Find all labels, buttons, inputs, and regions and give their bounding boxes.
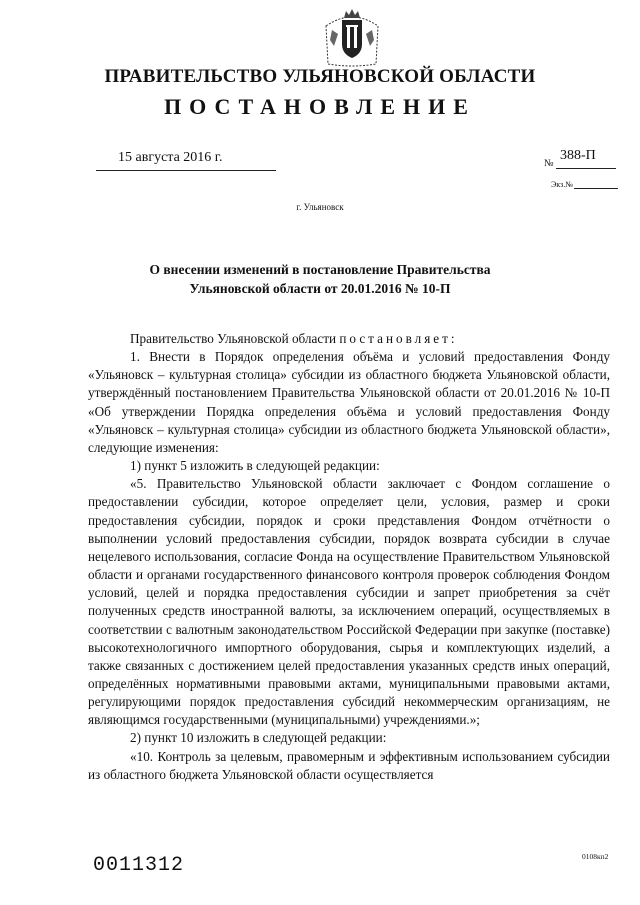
copy-number-underline [574, 188, 618, 189]
coat-of-arms-icon [322, 6, 382, 68]
title-line-1: О внесении изменений в постановление Правительства [149, 262, 491, 277]
city-name: г. Ульяновск [296, 202, 344, 212]
paragraph-2: 1) пункт 5 изложить в следующей редакции: [130, 458, 380, 474]
document-type: ПОСТАНОВЛЕНИЕ [164, 94, 476, 119]
number-sign: № [544, 158, 554, 169]
copy-number-label: Экз.№ [551, 180, 573, 189]
intro-lead: Правительство Ульяновской области [130, 331, 340, 346]
paragraph-1: 1. Внести в Порядок определения объёма и условий предоставления Фонду «Ульяновск – культурная столица» субсидии из областного бюджета Ульяновской области, утверждённый постановлением Правительства Ульяновской области от 20.01.2016 № 10-П «Об утверждении Порядка определения объёма и условий предоставления Фонду «Ульяновск – культурная столица» субсидии из областного бюджета Ульяновской области», следующие изменения: [88, 349, 610, 455]
intro-paragraph [88, 330, 610, 348]
government-name: ПРАВИТЕЛЬСТВО УЛЬЯНОВСКОЙ ОБЛАСТИ [104, 66, 536, 87]
paragraph-3: «5. Правительство Ульяновской области заключает с Фондом соглашение о предоставлении субсидии, которое определяет цели, условия, размер и сроки предоставления субсидии, порядок и сроки представления Фондом отчётности о выполнении условий предоставления субсидии, порядок возврата субсидии в случае нецелевого использования, согласие Фонда на осуществление Правительством Ульяновской области и органами государственного финансового контроля проверок соблюдения Фондом условий, целей и порядка предоставления субсидии и запрет приобретения за счёт полученных средств иностранной валюты, за исключением операций, осуществляемых в соответствии с валютным законодательством Российской Федерации при закупке (поставке) высокотехнологичного импортного оборудования, сырья и комплектующих изделий, а также связанных с достижением целей предоставления указанных средств иных операций, определённых нормативными правовыми актами, муниципальными правовыми актами, регулирующими порядок предоставления субсидий некоммерческим организациям, не являющимся государственными (муниципальными) учреждениями.»; [88, 476, 610, 728]
document-body [88, 330, 610, 784]
document-number: 388-П [560, 148, 596, 163]
title-line-2: Ульяновской области от 20.01.2016 № 10-П [189, 281, 451, 296]
paragraph-5: «10. Контроль за целевым, правомерным и эффективным использованием субсидии из областного бюджета Ульяновской области осуществляется [88, 748, 610, 782]
document-date: 15 августа 2016 г. [118, 150, 223, 165]
number-underline [556, 168, 616, 169]
date-underline [96, 170, 276, 171]
paragraph-4: 2) пункт 10 изложить в следующей редакции: [130, 730, 387, 746]
document-title [100, 260, 540, 298]
intro-verb: постановляет: [339, 331, 458, 346]
form-code: 0108кп2 [582, 852, 609, 861]
serial-number: 0011312 [93, 854, 185, 877]
